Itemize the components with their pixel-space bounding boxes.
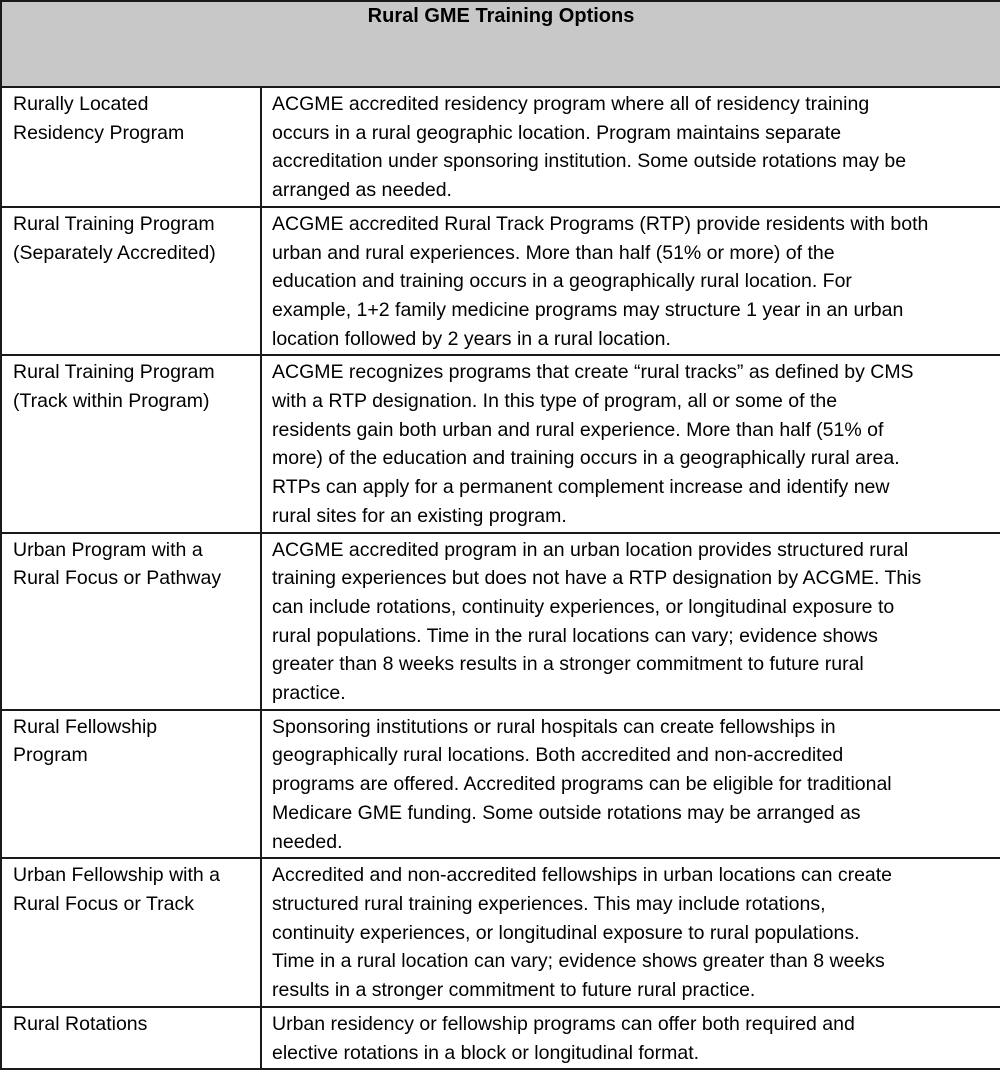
table-row (1, 710, 1000, 859)
option-cell (1, 533, 261, 710)
description-cell (261, 858, 1000, 1007)
option-cell (1, 87, 261, 207)
option-name: Rural Fellowship Program (13, 715, 158, 767)
table-row (1, 207, 1000, 356)
option-cell (1, 1007, 261, 1069)
table-title-row (1, 1, 1000, 87)
option-cell (1, 355, 261, 532)
description-cell (261, 207, 1000, 356)
option-name: Urban Program with a Rural Focus or Pathway (13, 538, 222, 590)
table-title: Rural GME Training Options (1, 1, 1000, 87)
option-description: ACGME accredited program in an urban location provides structured rural training experiences but does not have a RTP designation by ACGME. This can include rotations, continuity experiences, or longitudinal exposure to rural populations. Time in the rural locations can vary; evidence shows greater than 8 weeks results in a stronger commitment to future rural practice. (272, 538, 922, 705)
table-row (1, 858, 1000, 1007)
option-description: ACGME accredited Rural Track Programs (RTP) provide residents with both urban and rural experiences. More than half (51% or more) of the education and training occurs in a geographically rural location. For example, 1+2 family medicine programs may structure 1 year in an urban location followed by 2 years in a rural location. (272, 212, 929, 350)
table-row (1, 1007, 1000, 1069)
option-cell (1, 207, 261, 356)
option-description: ACGME recognizes programs that create “rural tracks” as defined by CMS with a RTP designation. In this type of program, all or some of the residents gain both urban and rural experience. More than half (51% of more) of the education and training occurs in a geographically rural area. RTPs can apply for a permanent complement increase and identify new rural sites for an existing program. (272, 361, 914, 527)
table-row (1, 355, 1000, 532)
option-description: ACGME accredited residency program where all of residency training occurs in a rural geographic location. Program maintains separate accreditation under sponsoring institution. Some outside rotations may be arranged as needed. (272, 93, 907, 202)
option-name: Rural Rotations (13, 1012, 148, 1035)
table-row (1, 87, 1000, 207)
option-description: Sponsoring institutions or rural hospitals can create fellowships in geographically rural locations. Both accredited and non-accredited programs are offered. Accredited programs can be eligible for traditional Medicare GME funding. Some outside rotations may be arranged as needed. (272, 715, 892, 853)
option-name: Rural Training Program (Separately Accredited) (13, 212, 216, 264)
description-cell (261, 710, 1000, 859)
option-name: Urban Fellowship with a Rural Focus or Track (13, 864, 221, 915)
description-cell (261, 533, 1000, 710)
option-name: Rural Training Program (Track within Program) (13, 361, 215, 413)
option-description: Accredited and non-accredited fellowships in urban locations can create structured rural training experiences. This may include rotations, continuity experiences, or longitudinal exposure to rural populations. Time in a rural location can vary; evidence shows greater than 8 weeks results in a stronger commitment to future rural practice. (272, 864, 893, 1002)
description-cell (261, 87, 1000, 207)
description-cell (261, 1007, 1000, 1069)
option-description: Urban residency or fellowship programs can offer both required and elective rotations in a block or longitudinal format. (272, 1012, 855, 1064)
option-name: Rurally Located Residency Program (13, 93, 185, 144)
description-cell (261, 355, 1000, 532)
table-row (1, 533, 1000, 710)
option-cell (1, 710, 261, 859)
option-cell (1, 858, 261, 1007)
